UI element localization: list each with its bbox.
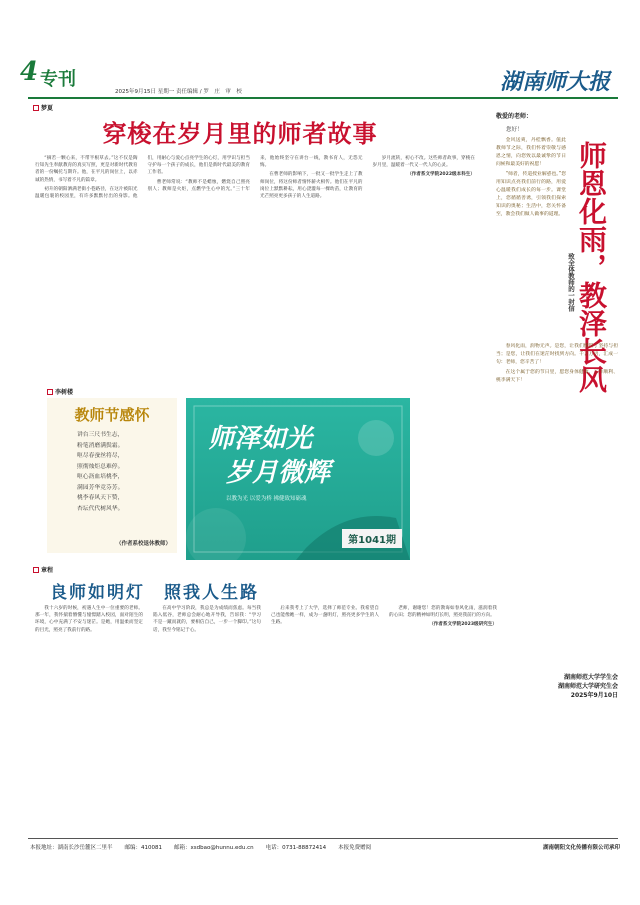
poem-line: 粉笔消磨满鬓霜。 (77, 442, 124, 449)
issue-badge: 第1041期 (342, 529, 402, 548)
poem-lines (77, 430, 172, 514)
article1-body (35, 155, 475, 380)
byline: （作者系文学院2023级研究生） (429, 622, 497, 628)
date-line: 2025年9月15日 星期一 责任编辑 / 罗 庄 审 校 (115, 89, 242, 95)
paragraph: 老师，谢谢您！您的教诲如春风化雨，滋润着我的心田；您的精神如明灯长明，照亮我前行的方向。 (389, 606, 497, 619)
letter-salutation: 您好！ (506, 127, 523, 133)
signature-date: 2025年9月10日 (570, 692, 618, 699)
paragraph: “师者，传道授业解惑也。”您用知识点亮我们前行的路，用爱心温暖我们成长的每一步。课堂上，您循循善诱，引领我们探索知识的奥秘；生活中，您关怀备至，教会我们做人做事的道理。 (496, 172, 566, 217)
poem-line: 呕尽春蚕丝将尽， (77, 453, 124, 459)
poem-byline: （作者系校退休教师） (115, 541, 171, 547)
letter-body-top (496, 137, 566, 337)
poem-line: 满园芳华竞芬芳。 (77, 484, 124, 491)
header-rule (28, 97, 618, 99)
paragraph: “摘若一颗心来，不带半根草去。”这不仅是陶行知先生奉献教育的真实写照，更是对新时代教育者的一份嘱托与期许。他，在平凡的岗位上，以赤诚的热情，书写着不凡的篇章。 (35, 156, 138, 183)
page-header (20, 55, 620, 103)
footer-address: 本报地址：湖南长沙岳麓区二里半 (30, 845, 113, 851)
page-number: 4 (20, 57, 39, 87)
poem-line: 照彻烛炬总难停。 (77, 463, 124, 470)
paragraph: 金风送爽，丹桂飘香。值此教师节之际，我们怀着崇敬与感恩之情，向您致以最诚挚的节日问候和最美好的祝愿！ (496, 138, 566, 167)
poem-line: 桃李春风天下赞， (77, 495, 124, 501)
banner-title-2: 岁月微辉 (226, 458, 331, 488)
paragraph: 我十六岁的时候，初遇人生中一位重要的老师。那一年，我怀揣着懵懂与憧憬踏入校园，面对陌生的环境，心中充满了不安与迷茫。是她，用温柔而坚定的目光，照亮了我前行的路。 (35, 606, 143, 633)
footer-printer: 湖南朝阳文化传播有限公司承印 (542, 845, 620, 851)
paragraph: 在曹老师的影响下，一批又一批学生走上了教师岗位，将这份师者情怀薪火相传。他们在平凡的岗位上默默耕耘，用心浇灌每一棵幼苗，让教育的光芒照亮更多孩子的人生道路。 (260, 172, 363, 200)
article2-body (35, 605, 615, 837)
article2-tag: 章程 (33, 565, 53, 574)
poem-line: 讲台三尺书生志， (77, 432, 124, 438)
letter-greeting: 敬爱的老师： (496, 113, 533, 120)
footer-email: 邮箱：xsdbao@hunnu.edu.cn (174, 845, 254, 851)
section-name: 专刊 (40, 69, 76, 90)
paragraph: 春风化雨，润物无声。是您，让我们懂得了坚持与担当；是您，让我们在迷茫时找到方向。千言万语，汇成一句：老师，您辛苦了！ (496, 344, 618, 365)
article1-tag: 梦夏 (33, 103, 53, 112)
poem-line: 杏坛代代树风华。 (77, 505, 124, 512)
paragraph: 初升的朝阳洒满老街小巷路径，在这片被阳光温暖包裹的校园里，有许多默默付出的身影。他们，用耐心与爱心点亮学生的心灯，用学识与担当守护每一个孩子的成长，他们是新时代最美的教育工作者。 (35, 156, 250, 200)
paper-title: 湖南师大报 (499, 69, 610, 95)
byline: （作者系文学院2022级本科生） (407, 172, 475, 178)
poem-box (47, 398, 177, 553)
article1-title: 穿梭在岁月里的师者故事 (102, 119, 378, 148)
letter-vertical-title: 师恩化雨，教泽长风 (575, 141, 608, 393)
footer-postcode: 邮编：410081 (124, 845, 163, 851)
poem-tag: 李树楼 (47, 387, 73, 396)
paragraph: 在这个属于您的节日里，愿您身体健康、工作顺利、桃李满天下！ (496, 370, 618, 383)
footer (30, 843, 620, 851)
banner-title-1: 师泽如光 (208, 424, 313, 454)
letter-vertical-sub: 致全体教师的一封信 (567, 253, 575, 312)
banner-image (186, 398, 410, 560)
banner-subtitle: 以教为光 以爱为桥 拂健致知砺魂 (226, 496, 307, 502)
signature-org: 湖南师范大学学生会 (563, 674, 618, 681)
paragraph: 在高中学习阶段，我总是为成绩而焦虑。每当我陷入低谷，老师总会耐心地开导我，告诉我：“学习不是一蹴而就的，要相信自己，一步一个脚印。”这句话，我至今铭记于心。 (153, 606, 261, 633)
poem-title: 教师节感怀 (74, 406, 150, 424)
poem-line: 呕心沥血培桃李， (77, 474, 124, 480)
paragraph: 岁月流转，初心不改。这些师者故事，穿梭在岁月里，温暖着一代又一代人的心灵。 (372, 156, 475, 169)
footer-print: 本报免费赠阅 (338, 845, 372, 851)
paragraph: 后来我考上了大学，选择了师范专业。我希望自己也能像她一样，成为一盏明灯，照亮更多学生的人生路。 (271, 606, 379, 626)
footer-phone: 电话：0731-88872414 (265, 845, 327, 851)
footer-rule (28, 838, 618, 839)
signature-org-2: 湖南师范大学研究生会 (557, 683, 618, 690)
paragraph: 曹老师常说：“教师不是蜡烛，燃烧自己照亮别人；教师是火炬，点燃学生心中的光。”三十年来，他始终坚守在讲台一线，教书育人，无怨无悔。 (147, 156, 363, 192)
article2-title: 良师如明灯 照我人生路 (50, 583, 259, 603)
